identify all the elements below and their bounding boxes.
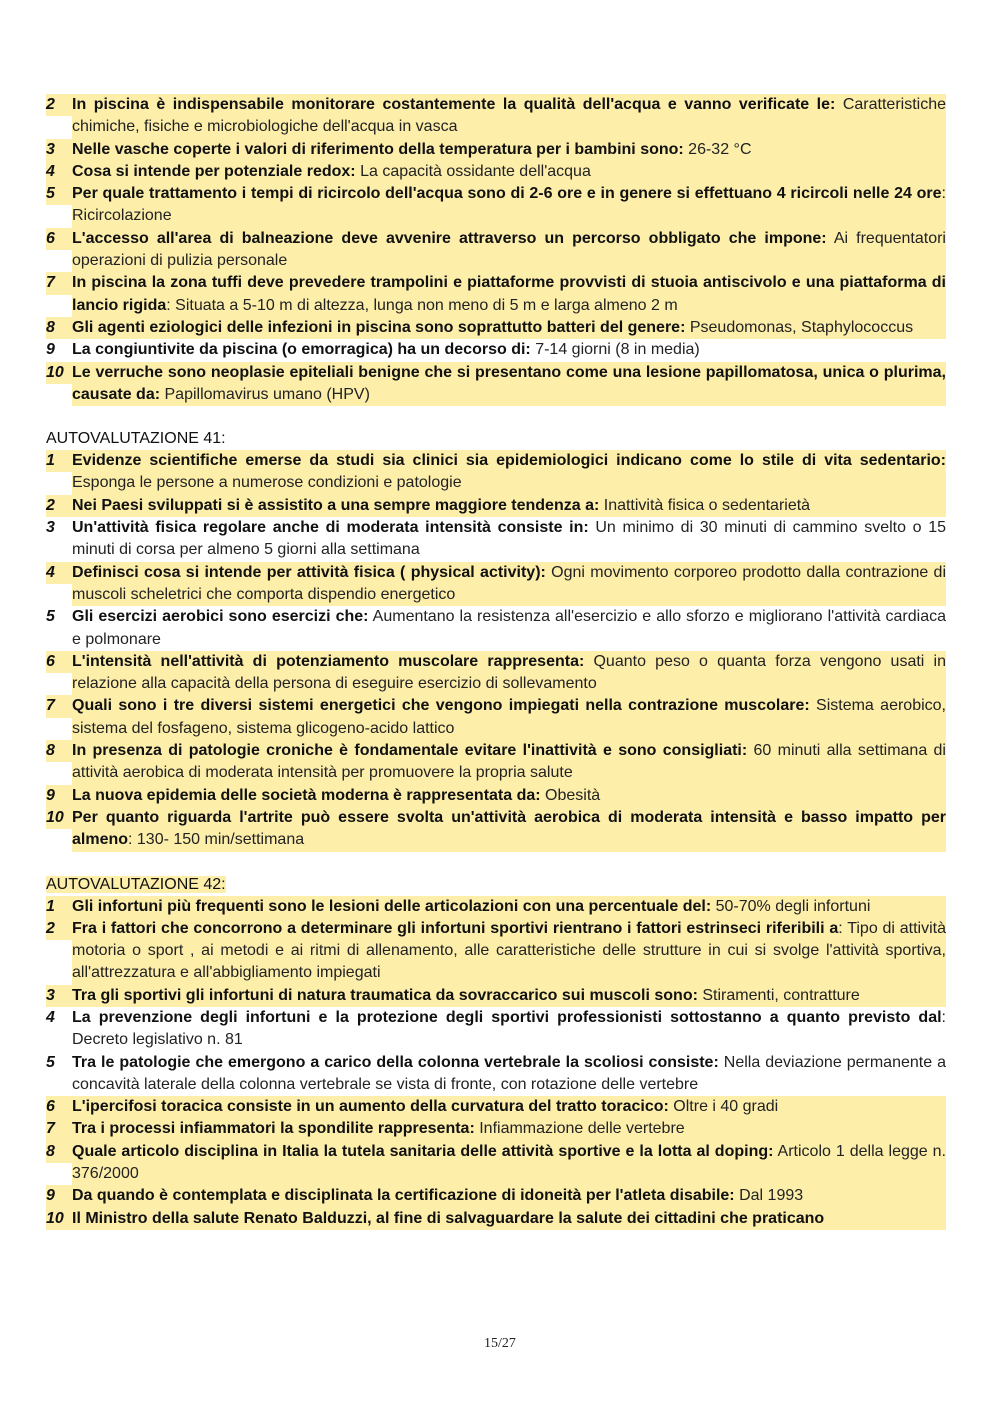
- list-item: [46, 562, 946, 607]
- section-title: [46, 874, 946, 896]
- item-number: 7: [46, 695, 72, 717]
- item-number: 6: [46, 651, 72, 673]
- answer-text: : Situata a 5-10 m di altezza, lunga non meno di 5 m e larga almeno 2 m: [166, 296, 678, 314]
- list-item: [46, 317, 946, 339]
- question-text: Evidenze scientifiche emerse da studi sia clinici sia epidemiologici indicano come lo stile di vita sedentario:: [72, 452, 946, 470]
- item-number: 4: [46, 562, 72, 584]
- item-number: 5: [46, 183, 72, 205]
- question-text: Nelle vasche coperte i valori di riferimento della temperatura per i bambini sono:: [72, 140, 684, 158]
- item-text: [72, 1052, 946, 1097]
- item-number: 3: [46, 139, 72, 161]
- question-text: Quale articolo disciplina in Italia la tutela sanitaria delle attività sportive e la lotta al doping:: [72, 1142, 774, 1160]
- item-number: 9: [46, 785, 72, 807]
- item-text: [72, 985, 946, 1007]
- list-item: [46, 1208, 946, 1230]
- list-item: [46, 1118, 946, 1140]
- question-text: La nuova epidemia delle società moderna è rappresentata da:: [72, 786, 541, 804]
- answer-text: Ai frequentatori operazioni di pulizia personale: [72, 229, 946, 270]
- list-item: [46, 1141, 946, 1186]
- item-text: [72, 317, 946, 339]
- section-1: [46, 428, 946, 851]
- list-item: [46, 695, 946, 740]
- item-text: [72, 362, 946, 407]
- list-item: [46, 450, 946, 495]
- item-number: 1: [46, 450, 72, 472]
- item-text: [72, 1185, 946, 1207]
- answer-text: Oltre i 40 gradi: [668, 1098, 779, 1116]
- item-text: [72, 1118, 946, 1140]
- answer-text: : Decreto legislativo n. 81: [72, 1008, 946, 1049]
- answer-text: : Ricircolazione: [72, 185, 946, 225]
- list-item: [46, 517, 946, 562]
- item-number: 8: [46, 317, 72, 339]
- list-item: [46, 228, 946, 273]
- answer-text: 7-14 giorni (8 in media): [530, 341, 700, 359]
- item-text: [72, 1096, 946, 1118]
- answer-text: Quanto peso o quanta forza vengono usati in relazione alla capacità della persona di eseguire esercizio di sollevamento: [72, 652, 946, 693]
- answer-text: Stiramenti, contratture: [697, 986, 860, 1004]
- list-item: [46, 1007, 946, 1052]
- answer-text: Esponga le persone a numerose condizioni e patologie: [72, 474, 462, 492]
- list-item: [46, 785, 946, 807]
- answer-text: Sistema aerobico, sistema del fosfageno, sistema glicogeno-acido lattico: [72, 697, 946, 737]
- answer-text: Obesità: [540, 786, 601, 804]
- question-text: Gli esercizi aerobici sono esercizi che:: [72, 608, 369, 626]
- list-item: [46, 985, 946, 1007]
- item-number: 5: [46, 1053, 55, 1071]
- item-text: [72, 139, 946, 161]
- list-item: [46, 161, 946, 183]
- item-number: 2: [46, 918, 72, 940]
- section-2: [46, 874, 946, 1230]
- list-item: [46, 94, 946, 139]
- list-item: [46, 1096, 946, 1118]
- item-number: 3: [46, 985, 72, 1007]
- item-number: 3: [46, 519, 55, 537]
- question-text: Cosa si intende per potenziale redox:: [72, 162, 356, 180]
- item-number: 2: [46, 94, 72, 116]
- question-text: Definisci cosa si intende per attività fisica ( physical activity):: [72, 563, 546, 581]
- question-text: Da quando è contemplata e disciplinata la certificazione di idoneità per l'atleta disabile:: [72, 1187, 735, 1205]
- question-text: In piscina la zona tuffi deve prevedere trampolini e piattaforme provvisti di stuoia antiscivolo e una piattaforma di lancio rigida: [72, 274, 946, 314]
- item-number: 6: [46, 1096, 72, 1118]
- list-item: [46, 1052, 946, 1097]
- item-number: 8: [46, 740, 72, 762]
- list-item: [46, 362, 946, 407]
- item-number: 10: [46, 807, 72, 829]
- list-item: [46, 606, 946, 651]
- section-title-text: AUTOVALUTAZIONE 42:: [46, 875, 226, 893]
- item-text: [72, 339, 946, 361]
- item-number: 4: [46, 161, 72, 183]
- answer-text: La capacità ossidante dell'acqua: [355, 162, 591, 180]
- list-item: [46, 740, 946, 785]
- answer-text: Articolo 1 della legge n. 376/2000: [72, 1142, 946, 1183]
- question-text: Nei Paesi sviluppati si è assistito a una sempre maggiore tendenza a:: [72, 496, 600, 514]
- list-item: [46, 651, 946, 696]
- item-text: [72, 517, 946, 562]
- question-text: In presenza di patologie croniche è fondamentale evitare l'inattività e sono consigliati:: [72, 742, 748, 760]
- list-item: [46, 139, 946, 161]
- question-text: Un'attività fisica regolare anche di moderata intensità consiste in:: [72, 519, 589, 537]
- list-item: [46, 896, 946, 918]
- question-text: L'accesso all'area di balneazione deve avvenire attraverso un percorso obbligato che impone:: [72, 229, 827, 247]
- list-item: [46, 807, 946, 852]
- question-text: La prevenzione degli infortuni e la protezione degli sportivi professionisti sottostanno a quanto previsto dal: [72, 1008, 942, 1026]
- section-title: [46, 428, 946, 450]
- question-text: Tra le patologie che emergono a carico della colonna vertebrale la scoliosi consiste:: [72, 1053, 719, 1071]
- item-number: 10: [46, 362, 72, 384]
- item-text: [72, 1141, 946, 1186]
- item-text: [72, 228, 946, 273]
- item-text: [72, 1007, 946, 1052]
- item-number: 9: [46, 1185, 72, 1207]
- question-text: Tra i processi infiammatori la spondilite rappresenta:: [72, 1120, 475, 1138]
- list-item: [46, 918, 946, 985]
- answer-text: Ogni movimento corporeo prodotto dalla contrazione di muscoli scheletrici che comporta dispendio energetico: [72, 563, 947, 603]
- question-text: La congiuntivite da piscina (o emorragica) ha un decorso di:: [72, 341, 531, 359]
- question-text: Per quanto riguarda l'artrite può essere svolta un'attività aerobica di moderata intensità e basso impatto per almeno: [72, 808, 946, 849]
- question-text: L'ipercifosi toracica consiste in un aumento della curvatura del tratto toracico:: [72, 1098, 669, 1116]
- item-number: 5: [46, 608, 55, 626]
- question-text: Gli agenti eziologici delle infezioni in piscina sono soprattutto batteri del genere:: [72, 318, 686, 336]
- list-item: [46, 495, 946, 517]
- item-text: [72, 272, 946, 317]
- answer-text: Infiammazione delle vertebre: [474, 1120, 685, 1138]
- item-text: [72, 161, 946, 183]
- question-text: Fra i fattori che concorrono a determinare gli infortuni sportivi rientrano i fattori estrinseci riferibili a: [72, 919, 839, 937]
- item-text: [72, 695, 946, 740]
- answer-text: 26-32 °C: [683, 140, 752, 158]
- question-text: Le verruche sono neoplasie epiteliali benigne che si presentano come una lesione papillomatosa, unica o plurima, causate da:: [72, 363, 946, 403]
- item-text: [72, 740, 946, 785]
- item-text: [72, 183, 946, 228]
- item-text: [72, 785, 946, 807]
- item-number: 9: [46, 341, 55, 359]
- item-number: 1: [46, 896, 72, 918]
- question-text: Per quale trattamento i tempi di ricircolo dell'acqua sono di 2-6 ore e in genere si effettuano 4 ricircoli nelle 24 ore: [72, 185, 942, 203]
- answer-text: Nella deviazione permanente a concavità laterale della colonna vertebrale se vista di fronte, con rotazione delle vertebre: [72, 1053, 946, 1093]
- question-text: Tra gli sportivi gli infortuni di natura traumatica da sovraccarico sui muscoli sono:: [72, 986, 698, 1004]
- item-text: [72, 495, 946, 517]
- item-number: 7: [46, 1118, 72, 1140]
- item-text: [72, 562, 946, 607]
- answer-text: : Tipo di attività motoria o sport , ai metodi e ai ritmi di allenamento, alle caratteristiche delle strutture in cui si svolge l'attività sportiva, all'attrezzatura e all'abbigliamento impiegati: [72, 919, 947, 982]
- answer-text: 60 minuti alla settimana di attività aerobica di moderata intensità per promuovere la propria salute: [72, 742, 946, 782]
- item-text: [72, 94, 946, 139]
- document-body: [46, 94, 946, 1230]
- section-0: [46, 94, 946, 406]
- list-item: [46, 339, 946, 361]
- page-number: 15/27: [484, 1336, 516, 1351]
- answer-text: Pseudomonas, Staphylococcus: [685, 318, 914, 336]
- item-text: [72, 606, 946, 651]
- item-number: 8: [46, 1141, 72, 1163]
- question-text: In piscina è indispensabile monitorare costantemente la qualità dell'acqua e vanno verificate le:: [72, 96, 836, 113]
- answer-text: 50-70% degli infortuni: [711, 897, 871, 915]
- item-text: [72, 896, 946, 918]
- answer-text: Dal 1993: [734, 1187, 804, 1205]
- answer-text: Papillomavirus umano (HPV): [160, 385, 370, 403]
- item-number: 2: [46, 495, 72, 517]
- item-text: [72, 450, 946, 495]
- question-text: L'intensità nell'attività di potenziamento muscolare rappresenta:: [72, 652, 585, 670]
- question-text: Quali sono i tre diversi sistemi energetici che vengono impiegati nella contrazione muscolare:: [72, 697, 810, 715]
- item-number: 7: [46, 272, 72, 294]
- answer-text: Caratteristiche chimiche, fisiche e microbiologiche dell'acqua in vasca: [72, 96, 947, 136]
- answer-text: Aumentano la resistenza all'esercizio e allo sforzo e migliorano l'attività cardiaca e polmonare: [72, 608, 946, 648]
- item-text: [72, 807, 946, 852]
- item-text: [72, 651, 946, 696]
- item-number: 10: [46, 1208, 72, 1230]
- question-text: Il Ministro della salute Renato Balduzzi, al fine di salvaguardare la salute dei cittadini che praticano: [72, 1209, 825, 1227]
- section-title-text: AUTOVALUTAZIONE 41:: [46, 430, 226, 448]
- list-item: [46, 1185, 946, 1207]
- item-text: [72, 918, 946, 985]
- item-number: 4: [46, 1008, 55, 1026]
- item-text: [72, 1208, 946, 1230]
- answer-text: Inattività fisica o sedentarietà: [599, 496, 811, 514]
- question-text: Gli infortuni più frequenti sono le lesioni delle articolazioni con una percentuale del:: [72, 897, 712, 915]
- list-item: [46, 272, 946, 317]
- item-number: 6: [46, 228, 72, 250]
- answer-text: Un minimo di 30 minuti di cammino svelto o 15 minuti di corsa per almeno 5 giorni alla settimana: [72, 519, 947, 559]
- answer-text: : 130- 150 min/settimana: [128, 831, 305, 849]
- list-item: [46, 183, 946, 228]
